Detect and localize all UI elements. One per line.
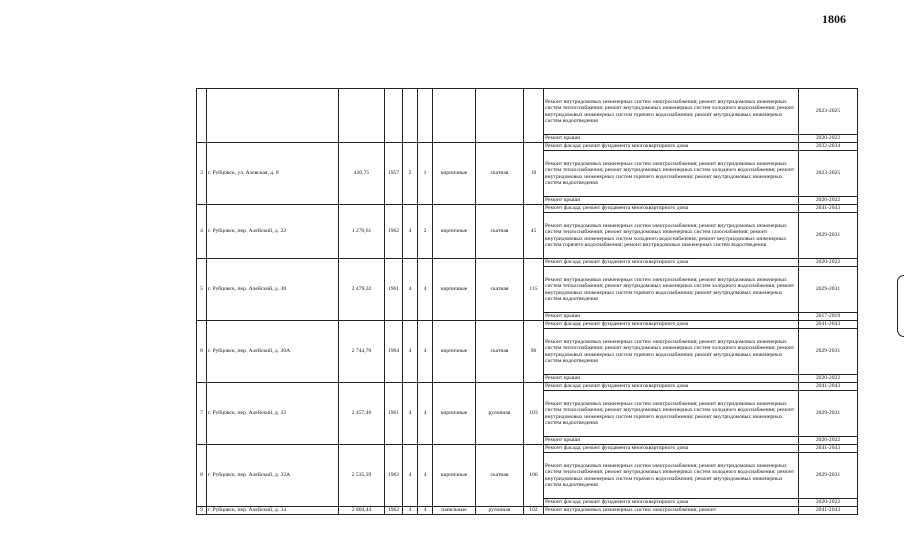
row-number: 4 [197,205,207,259]
work-type-cell: Ремонт внутридомовых инженерных систем электроснабжения; ремонт [544,507,799,515]
period-cell: 2041-2043 [799,383,858,391]
wall-material-cell: кирпичные [433,205,476,259]
area-cell: 1 270,61 [339,205,385,259]
table-row [197,321,858,329]
entrances-cell: 4 [418,259,433,321]
period-cell: 2020-2022 [799,375,858,383]
period-cell: 2020-2022 [799,437,858,445]
work-type-cell: Ремонт фасада; ремонт фундамента многоквартирного дома [544,205,799,213]
work-type-cell: Ремонт фасада; ремонт фундамента многоквартирного дома [544,445,799,453]
period-cell: 2020-2022 [799,259,858,267]
work-type-cell: Ремонт фасада; ремонт фундамента многоквартирного дома [544,499,799,507]
floors-cell: 4 [403,259,418,321]
apartments-cell: 106 [524,445,544,507]
address-cell: г. Рубцовск, пер. Алейский, д. 30 [207,259,339,321]
apartments-cell: 115 [524,259,544,321]
floors-cell: 4 [403,205,418,259]
floors-cell: 4 [403,383,418,445]
housing-repair-table [196,88,858,515]
table-row [197,445,858,453]
year-cell: 1962 [385,507,403,515]
entrances-cell: 4 [418,507,433,515]
table-row [197,259,858,267]
period-cell: 2029-2031 [799,213,858,259]
row-number: 6 [197,321,207,383]
roof-type-cell: скатная [476,143,524,205]
work-type-cell: Ремонт внутридомовых инженерных систем электроснабжения; ремонт внутридомовых инженерных систем теплоснабжения; ремонт внутридомовых инженерных систем холодного водоснабжения; ремонт внутридомовых инженерных систем горячего водоснабжения; ремонт внутридомовых инженерных систем водоотведения [544,89,799,135]
row-number: 5 [197,259,207,321]
area-cell: 2 804,44 [339,507,385,515]
area-cell: 2 457,46 [339,383,385,445]
year-cell: 1961 [385,383,403,445]
entrances-cell [418,89,433,143]
work-type-cell: Ремонт внутридомовых инженерных систем электроснабжения; ремонт внутридомовых инженерных систем теплоснабжения; ремонт внутридомовых инженерных систем холодного водоснабжения; ремонт внутридомовых инженерных систем горячего водоснабжения; ремонт внутридомовых инженерных систем водоотведения [544,453,799,499]
year-cell: 1963 [385,445,403,507]
binding-mark [897,275,904,337]
apartments-cell: 103 [524,383,544,445]
work-type-cell: Ремонт крыши [544,197,799,205]
apartments-cell [524,89,544,143]
row-number [197,89,207,143]
wall-material-cell: кирпичные [433,383,476,445]
work-type-cell: Ремонт фасада; ремонт фундамента многоквартирного дома [544,259,799,267]
period-cell: 2029-2031 [799,329,858,375]
wall-material-cell [433,89,476,143]
apartments-cell: 10 [524,143,544,205]
apartments-cell: 96 [524,321,544,383]
floors-cell: 4 [403,445,418,507]
address-cell: г. Рубцовск, пер. Алейский, д. 34 [207,507,339,515]
entrances-cell: 4 [418,383,433,445]
wall-material-cell: кирпичные [433,259,476,321]
work-type-cell: Ремонт внутридомовых инженерных систем электроснабжения; ремонт внутридомовых инженерных систем теплоснабжения; ремонт внутридомовых инженерных систем холодного водоснабжения; ремонт внутридомовых инженерных систем горячего водоснабжения; ремонт внутридомовых инженерных систем водоотведения [544,267,799,313]
table-row [197,89,858,135]
work-type-cell: Ремонт крыши [544,135,799,143]
work-type-cell: Ремонт крыши [544,375,799,383]
table-row [197,143,858,151]
period-cell: 2041-2043 [799,205,858,213]
work-type-cell: Ремонт внутридомовых инженерных систем электроснабжения; ремонт внутридомовых инженерных систем теплоснабжения; ремонт внутридомовых инженерных систем холодного водоснабжения; ремонт внутридомовых инженерных систем горячего водоснабжения; ремонт внутридомовых инженерных систем водоотведения [544,391,799,437]
floors-cell: 4 [403,507,418,515]
year-cell: 1962 [385,205,403,259]
period-cell: 2029-2031 [799,267,858,313]
roof-type-cell: скатная [476,259,524,321]
area-cell: 2 744,70 [339,321,385,383]
table-row [197,507,858,515]
address-cell [207,89,339,143]
row-number: 7 [197,383,207,445]
row-number: 3 [197,143,207,205]
wall-material-cell: кирпичные [433,445,476,507]
roof-type-cell: рулонная [476,383,524,445]
work-type-cell: Ремонт фасада; ремонт фундамента многоквартирного дома [544,383,799,391]
period-cell: 2029-2031 [799,391,858,437]
work-type-cell: Ремонт крыши [544,437,799,445]
address-cell: г. Рубцовск, пер. Алейский, д. 30А [207,321,339,383]
apartments-cell: 45 [524,205,544,259]
floors-cell: 2 [403,143,418,205]
table-row [197,205,858,213]
entrances-cell: 1 [418,143,433,205]
work-type-cell: Ремонт крыши [544,313,799,321]
roof-type-cell [476,89,524,143]
year-cell: 1961 [385,259,403,321]
period-cell: 2041-2043 [799,321,858,329]
floors-cell: 4 [403,321,418,383]
work-type-cell: Ремонт внутридомовых инженерных систем электроснабжения; ремонт внутридомовых инженерных систем теплоснабжения; ремонт внутридомовых инженерных систем газоснабжения; ремонт внутридомовых инженерных систем холодного водоснабжения; ремонт внутридомовых инженерных систем горячего водоснабжения; ремонт внутридомовых инженерных систем водоотведения [544,213,799,259]
roof-type-cell: скатная [476,205,524,259]
page-number: 1806 [822,12,846,26]
address-cell: г. Рубцовск, пер. Алейский, д. 32 [207,383,339,445]
period-cell: 2041-2043 [799,507,858,515]
period-cell: 2017-2019 [799,313,858,321]
year-cell: 1964 [385,321,403,383]
year-cell [385,89,403,143]
period-cell: 2023-2025 [799,89,858,135]
period-cell: 2032-2034 [799,143,858,151]
address-cell: г. Рубцовск, пер. Алейский, д. 32А [207,445,339,507]
period-cell: 2020-2022 [799,499,858,507]
area-cell: 430,75 [339,143,385,205]
table-row [197,383,858,391]
row-number: 9 [197,507,207,515]
work-type-cell: Ремонт внутридомовых инженерных систем электроснабжения; ремонт внутридомовых инженерных систем теплоснабжения; ремонт внутридомовых инженерных систем холодного водоснабжения; ремонт внутридомовых инженерных систем горячего водоснабжения; ремонт внутридомовых инженерных систем водоотведения [544,151,799,197]
table-body [197,89,858,515]
area-cell [339,89,385,143]
address-cell: г. Рубцовск, ул. Азовская, д. 8 [207,143,339,205]
period-cell: 2020-2022 [799,197,858,205]
period-cell: 2023-2025 [799,151,858,197]
wall-material-cell: кирпичные [433,321,476,383]
area-cell: 2 479,32 [339,259,385,321]
roof-type-cell: скатная [476,321,524,383]
roof-type-cell: рулонная [476,507,524,515]
wall-material-cell: кирпичные [433,143,476,205]
period-cell: 2041-2043 [799,445,858,453]
row-number: 8 [197,445,207,507]
entrances-cell: 2 [418,205,433,259]
year-cell: 1957 [385,143,403,205]
work-type-cell: Ремонт внутридомовых инженерных систем электроснабжения; ремонт внутридомовых инженерных систем теплоснабжения; ремонт внутридомовых инженерных систем холодного водоснабжения; ремонт внутридомовых инженерных систем горячего водоснабжения; ремонт внутридомовых инженерных систем водоотведения [544,329,799,375]
address-cell: г. Рубцовск, пер. Алейский, д. 22 [207,205,339,259]
wall-material-cell: панельные [433,507,476,515]
floors-cell [403,89,418,143]
period-cell: 2020-2022 [799,135,858,143]
apartments-cell: 102 [524,507,544,515]
roof-type-cell: скатная [476,445,524,507]
work-type-cell: Ремонт фасада; ремонт фундамента многоквартирного дома [544,321,799,329]
area-cell: 2 535,39 [339,445,385,507]
period-cell: 2029-2031 [799,453,858,499]
entrances-cell: 4 [418,445,433,507]
work-type-cell: Ремонт фасада; ремонт фундамента многоквартирного дома [544,143,799,151]
entrances-cell: 4 [418,321,433,383]
